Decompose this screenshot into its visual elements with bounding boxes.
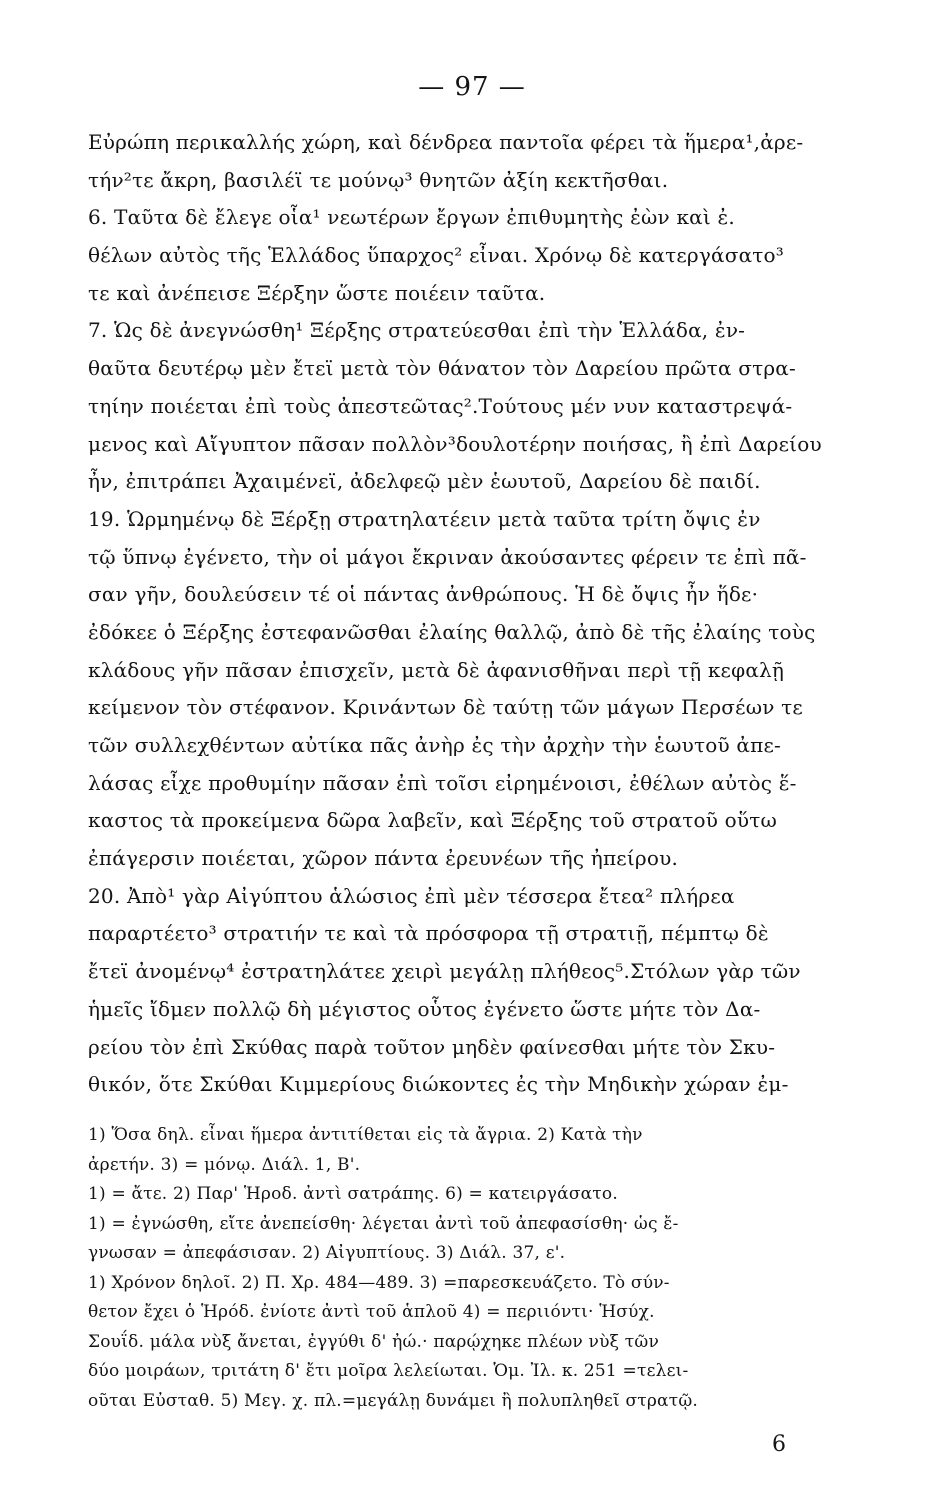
text-line: 6. Ταῦτα δὲ ἔλεγε οἷα¹ νεωτέρων ἔργων ἐπιθυμητὴς ἐὼν καὶ ἐ. [88,205,735,230]
footnote-line: Σουΐδ. μάλα νὺξ ἄνεται, ἐγγύθι δ' ἠώ.· παρῴχηκε πλέων νὺξ τῶν [88,1331,659,1352]
text-line: 20. Ἀπὸ¹ γὰρ Αἰγύπτου ἁλώσιος ἐπὶ μὲν τέσσερα ἔτεα² πλήρεα [88,883,735,908]
text-line: ἔτεϊ ἀνομένῳ⁴ ἐστρατηλάτεε χειρὶ μεγάλῃ πλήθεος⁵.Στόλων γὰρ τῶν [88,959,801,984]
text-line: Εὐρώπη περικαλλής χώρη, καὶ δένδρεα παντοῖα φέρει τὰ ἥμερα¹,ἀρε- [88,130,804,154]
text-line: ἡμεῖς ἴδμεν πολλῷ δὴ μέγιστος οὗτος ἐγένετο ὥστε μήτε τὸν Δα- [88,996,761,1021]
footnote-line: οῦται Εὐσταθ. 5) Μεγ. χ. πλ.=μεγάλῃ δυνάμει ἢ πολυπληθεῖ στρατῷ. [88,1390,699,1411]
footnote-line: ἀρετήν. 3) = μόνῳ. Διάλ. 1, Β'. [88,1154,361,1175]
text-line: ἐδόκεε ὁ Ξέρξης ἐστεφανῶσθαι ἐλαίης θαλλῷ, ἀπὸ δὲ τῆς ἐλαίης τοὺς [88,619,816,644]
text-line: τῷ ὕπνῳ ἐγένετο, τὴν οἱ μάγοι ἔκριναν ἀκούσαντες φέρειν τε ἐπὶ πᾶ- [88,544,807,569]
text-line: λάσας εἶχε προθυμίην πᾶσαν ἐπὶ τοῖσι εἰρημένοισι, ἐθέλων αὐτὸς ἕ- [88,770,797,795]
text-line: τήν²τε ἄκρη, βασιλέϊ τε μούνῳ³ θνητῶν ἀξίη κεκτῆσθαι. [88,167,669,192]
footnote-line: γνωσαν = ἀπεφάσισαν. 2) Αἰγυπτίους. 3) Διάλ. 37, ε'. [88,1243,566,1263]
page-number: — 97 — [418,72,526,102]
printer-signature-mark: 6 [772,1432,786,1457]
text-line: μενος καὶ Αἴγυπτον πᾶσαν πολλὸν³δουλοτέρην ποιήσας, ἢ ἐπὶ Δαρείου [88,431,822,456]
main-text [88,124,840,1104]
text-line: ἐπάγερσιν ποιέεται, χῶρον πάντα ἐρευνέων τῆς ἠπείρου. [88,846,679,871]
footnote-line: 1) Χρόνον δηλοῖ. 2) Π. Χρ. 484—489. 3) =παρεσκευάζετο. Τὸ σύν- [88,1272,670,1293]
text-line: καστος τὰ προκείμενα δῶρα λαβεῖν, καὶ Ξέρξης τοῦ στρατοῦ οὕτω [88,808,778,833]
text-line: θικόν, ὅτε Σκύθαι Κιμμερίους διώκοντες ἐς τὴν Μηδικὴν χώραν ἐμ- [88,1072,789,1097]
text-line: τῶν συλλεχθέντων αὐτίκα πᾶς ἀνὴρ ἐς τὴν ἀρχὴν τὴν ἑωυτοῦ ἀπε- [88,733,781,757]
text-line: σαν γῆν, δουλεύσειν τέ οἱ πάντας ἀνθρώπους. Ἡ δὲ ὄψις ἦν ἥδε· [88,582,759,607]
text-line: τε καὶ ἀνέπεισε Ξέρξην ὥστε ποιέειν ταῦτα. [88,280,546,305]
footnote-line: θετον ἔχει ὁ Ἡρόδ. ἐνίοτε ἀντὶ τοῦ ἁπλοῦ 4) = περιιόντι· Ἡσύχ. [88,1302,655,1322]
footnote-line: δύο μοιράων, τριτάτη δ' ἔτι μοῖρα λελείωται. Ὁμ. Ἰλ. κ. 251 =τελει- [88,1361,689,1381]
text-line: κλάδους γῆν πᾶσαν ἐπισχεῖν, μετὰ δὲ ἀφανισθῆναι περὶ τῇ κεφαλῇ [88,657,785,682]
text-line: ρείου τὸν ἐπὶ Σκύθας παρὰ τοῦτον μηδὲν φαίνεσθαι μήτε τὸν Σκυ- [88,1034,776,1059]
footnote-line: 1) = ἄτε. 2) Παρ' Ἡροδ. ἀντὶ σατράπης. 6) = κατειργάσατο. [88,1184,618,1204]
text-line: 7. Ὡς δὲ ἀνεγνώσθη¹ Ξέρξης στρατεύεσθαι ἐπὶ τὴν Ἑλλάδα, ἐν- [88,318,746,343]
text-line: παραρτέετο³ στρατιήν τε καὶ τὰ πρόσφορα τῇ στρατιῇ, πέμπτῳ δὲ [88,921,769,946]
text-line: θέλων αὐτὸς τῆς Ἑλλάδος ὕπαρχος² εἶναι. Χρόνῳ δὲ κατεργάσατο³ [88,243,785,268]
footnotes [88,1120,840,1416]
text-line: ἦν, ἐπιτράπει Ἀχαιμένεϊ, ἀδελφεῷ μὲν ἑωυτοῦ, Δαρείου δὲ παιδί. [88,469,761,494]
footnote-line: 1) = ἐγνώσθη, εἴτε ἀνεπείσθη· λέγεται ἀντὶ τοῦ ἀπεφασίσθη· ὡς ἔ- [88,1213,679,1234]
text-line: θαῦτα δευτέρῳ μὲν ἔτεϊ μετὰ τὸν θάνατον τὸν Δαρείου πρῶτα στρα- [88,356,796,381]
footnote-line: 1) Ὅσα δηλ. εἶναι ἥμερα ἀντιτίθεται εἰς τὰ ἄγρια. 2) Κατὰ τὴν [88,1125,643,1145]
text-line: τηίην ποιέεται ἐπὶ τοὺς ἀπεστεῶτας².Τούτους μέν νυν καταστρεψά- [88,393,793,418]
text-line: 19. Ὡρμημένῳ δὲ Ξέρξῃ στρατηλατέειν μετὰ ταῦτα τρίτη ὄψις ἐν [88,506,761,531]
text-line: κείμενον τὸν στέφανον. Κρινάντων δὲ ταύτῃ τῶν μάγων Περσέων τε [88,695,803,720]
